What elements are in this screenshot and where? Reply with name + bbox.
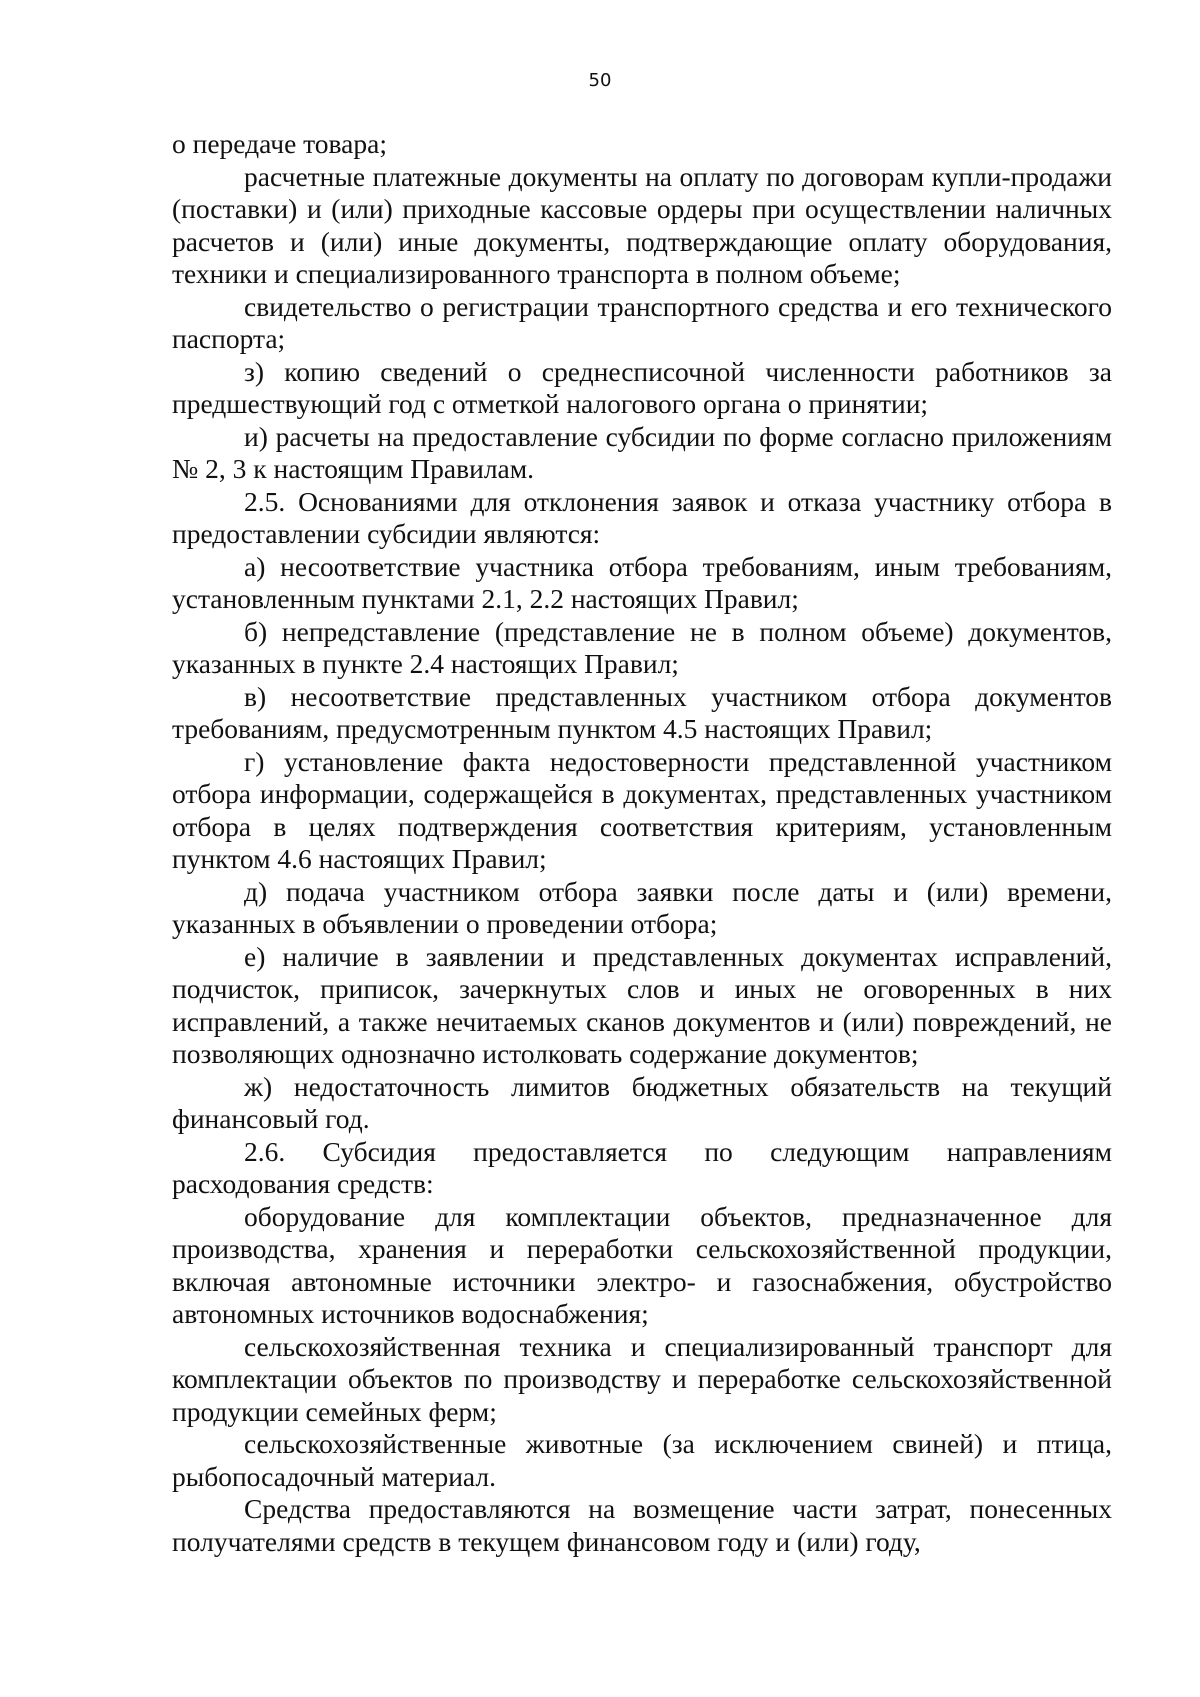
paragraph-item-i: и) расчеты на предоставление субсидии по форме согласно приложениям № 2, 3 к настоящим Правилам. bbox=[172, 420, 1112, 484]
paragraph-item-b: б) непредставление (представление не в полном объеме) документов, указанных в пункте 2.4 настоящих Правил; bbox=[172, 615, 1112, 679]
paragraph-section-2-6: 2.6. Субсидия предоставляется по следующим направлениям расходования средств: bbox=[172, 1135, 1112, 1199]
paragraph-machinery: сельскохозяйственная техника и специализированный транспорт для комплектации объектов по производству и переработке сельскохозяйственной продукции семейных ферм; bbox=[172, 1330, 1112, 1427]
paragraph-funds: Средства предоставляются на возмещение части затрат, понесенных получателями средств в текущем финансовом году и (или) году, bbox=[172, 1493, 1112, 1557]
paragraph-item-v: в) несоответствие представленных участником отбора документов требованиям, предусмотренным пунктом 4.5 настоящих Правил; bbox=[172, 680, 1112, 744]
paragraph-section-2-5: 2.5. Основаниями для отклонения заявок и отказа участнику отбора в предоставлении субсидии являются: bbox=[172, 485, 1112, 549]
page-number: 50 bbox=[588, 70, 612, 91]
paragraph-item-d: д) подача участником отбора заявки после даты и (или) времени, указанных в объявлении о проведении отбора; bbox=[172, 875, 1112, 939]
document-body bbox=[172, 128, 1112, 1558]
paragraph-equipment: оборудование для комплектации объектов, предназначенное для производства, хранения и переработки сельскохозяйственной продукции, включая автономные источники электро- и газоснабжения, обустройство автономных источников водоснабжения; bbox=[172, 1200, 1112, 1329]
paragraph-vehicle-certificate: свидетельство о регистрации транспортного средства и его технического паспорта; bbox=[172, 290, 1112, 354]
paragraph-item-z: з) копию сведений о среднесписочной численности работников за предшествующий год с отметкой налогового органа о принятии; bbox=[172, 355, 1112, 419]
paragraph-animals: сельскохозяйственные животные (за исключением свиней) и птица, рыбопосадочный материал. bbox=[172, 1428, 1112, 1492]
paragraph-payment-documents: расчетные платежные документы на оплату по договорам купли-продажи (поставки) и (или) приходные кассовые ордеры при осуществлении наличных расчетов и (или) иные документы, подтверждающие оплату оборудования, техники и специализированного транспорта в полном объеме; bbox=[172, 160, 1112, 289]
paragraph-item-g: г) установление факта недостоверности представленной участником отбора информации, содержащейся в документах, представленных участником отбора в целях подтверждения соответствия критериям, установленным пунктом 4.6 настоящих Правил; bbox=[172, 745, 1112, 874]
paragraph-item-e: е) наличие в заявлении и представленных документах исправлений, подчисток, приписок, зачеркнутых слов и иных не оговоренных в них исправлений, а также нечитаемых сканов документов и (или) повреждений, не позволяющих однозначно истолковать содержание документов; bbox=[172, 940, 1112, 1069]
paragraph-item-zh: ж) недостаточность лимитов бюджетных обязательств на текущий финансовый год. bbox=[172, 1070, 1112, 1134]
paragraph-goods-transfer: о передаче товара; bbox=[172, 128, 387, 159]
paragraph-item-a: а) несоответствие участника отбора требованиям, иным требованиям, установленным пунктами 2.1, 2.2 настоящих Правил; bbox=[172, 550, 1112, 614]
